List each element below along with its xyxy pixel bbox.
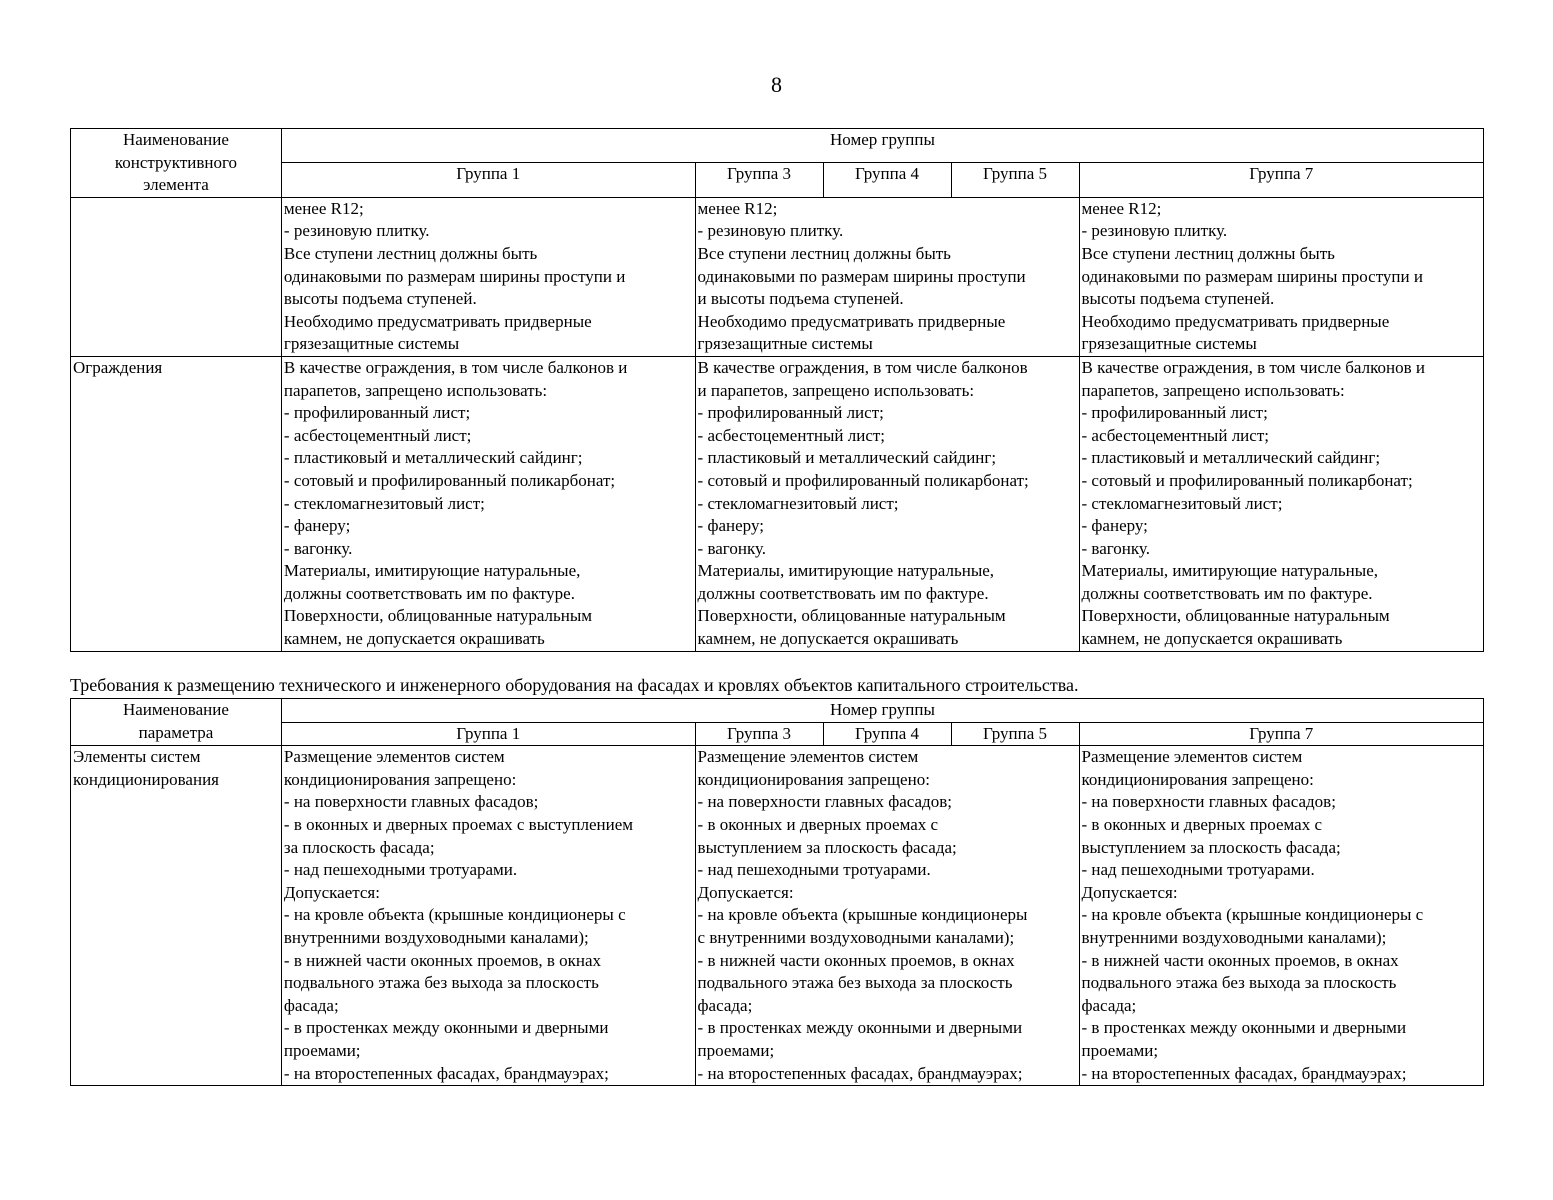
column-header-name: Наименование конструктивного элемента (71, 129, 282, 198)
cell-text-line: В качестве ограждения, в том числе балконов и (1081, 357, 1425, 377)
table-header-row (71, 699, 1484, 723)
cell-text-line: кондиционирования (73, 769, 219, 789)
group-7-cell (1079, 746, 1484, 1086)
cell-text-line: - фанеру; (1081, 516, 1148, 536)
cell-text-line: за плоскость фасада; (283, 837, 435, 857)
cell-text-line: высоты подъема ступеней. (1081, 289, 1275, 309)
cell-text-line: - вагонку. (1081, 538, 1150, 558)
column-header-group-4: Группа 4 (823, 722, 951, 746)
cell-text-line: выступлением за плоскость фасада; (697, 837, 957, 857)
cell-text-line: проемами; (697, 1040, 775, 1060)
cell-text-line: Поверхности, облицованные натуральным (697, 606, 1006, 626)
cell-text-line: - на кровле объекта (крышные кондиционеры (697, 905, 1028, 925)
cell-text-line: Элементы систем (73, 747, 201, 767)
cell-text-line: парапетов, запрещено использовать: (1081, 380, 1345, 400)
cell-text-line: с внутренними воздуховодными каналами); (697, 927, 1015, 947)
cell-text-line: - сотовый и профилированный поликарбонат; (1081, 470, 1413, 490)
cell-text-line: парапетов, запрещено использовать: (283, 380, 548, 400)
cell-text-line: - над пешеходными тротуарами. (1081, 860, 1315, 880)
cell-text-line: Поверхности, облицованные натуральным (1081, 606, 1390, 626)
cell-text-line: Материалы, имитирующие натуральные, (283, 561, 581, 581)
cell-text-line: фасада; (1081, 995, 1137, 1015)
cell-text-line: грязезащитные системы (1081, 334, 1257, 354)
cell-text-line: - на поверхности главных фасадов; (283, 792, 539, 812)
cell-text-line: - вагонку. (283, 538, 353, 558)
cell-text-line: - на поверхности главных фасадов; (1081, 792, 1336, 812)
cell-text-line: - на кровле объекта (крышные кондиционеры с (283, 905, 626, 925)
column-header-name: Наименование параметра (71, 699, 282, 746)
cell-text-line: - в нижней части оконных проемов, в окнах (283, 950, 602, 970)
cell-text-line: - асбестоцементный лист; (283, 425, 472, 445)
cell-text-line: - над пешеходными тротуарами. (697, 860, 931, 880)
cell-text-line: кондиционирования запрещено: (1081, 769, 1314, 789)
cell-text-line: внутренними воздуховодными каналами); (283, 927, 589, 947)
section-heading: Требования к размещению технического и инженерного оборудования на фасадах и кровлях объектов капитального строительства. (70, 675, 1079, 695)
cell-text-line: - на поверхности главных фасадов; (697, 792, 952, 812)
cell-text-line: - резиновую плитку. (283, 221, 430, 241)
column-header-group-number: Номер группы (281, 129, 1483, 163)
cell-text-line: камнем, не допускается окрашивать (283, 629, 545, 649)
cell-text-line: - пластиковый и металлический сайдинг; (697, 448, 997, 468)
column-header-group-1: Группа 1 (281, 163, 695, 197)
group-1-cell (281, 197, 695, 356)
cell-text-line: - в нижней части оконных проемов, в окнах (1081, 950, 1399, 970)
cell-text-line: - в простенках между оконными и дверными (1081, 1018, 1407, 1038)
row-name-cell (71, 197, 282, 356)
cell-text-line: - на кровле объекта (крышные кондиционеры с (1081, 905, 1424, 925)
cell-text-line: - стекломагнезитовый лист; (1081, 493, 1283, 513)
column-header-group-5: Группа 5 (951, 163, 1079, 197)
column-header-group-3: Группа 3 (695, 163, 823, 197)
equipment-placement-table (70, 698, 1484, 1086)
cell-text-line: высоты подъема ступеней. (283, 289, 477, 309)
cell-text-line: камнем, не допускается окрашивать (1081, 629, 1343, 649)
cell-text-line: Необходимо предусматривать придверные (283, 311, 592, 331)
cell-text-line: - на второстепенных фасадах, брандмауэрах; (1081, 1063, 1407, 1083)
cell-text-line: - асбестоцементный лист; (1081, 425, 1269, 445)
cell-text-line: Материалы, имитирующие натуральные, (697, 561, 995, 581)
page-number: 8 (771, 72, 782, 97)
cell-text-line: - резиновую плитку. (697, 221, 844, 241)
cell-text-line: - на второстепенных фасадах, брандмауэрах; (697, 1063, 1023, 1083)
cell-text-line: одинаковыми по размерам ширины проступи и (1081, 266, 1423, 286)
cell-text-line: - стекломагнезитовый лист; (283, 493, 485, 513)
cell-text-line: выступлением за плоскость фасада; (1081, 837, 1341, 857)
cell-text-line: должны соответствовать им по фактуре. (1081, 583, 1373, 603)
group-1-cell (281, 356, 695, 651)
cell-text-line: - фанеру; (283, 516, 351, 536)
cell-text-line: грязезащитные системы (283, 334, 460, 354)
cell-text-line: Все ступени лестниц должны быть (1081, 243, 1335, 263)
group-3-5-cell (695, 356, 1079, 651)
cell-text-line: В качестве ограждения, в том числе балконов (697, 357, 1028, 377)
constructive-elements-table (70, 128, 1484, 652)
cell-text-line: менее R12; (283, 198, 364, 218)
cell-text-line: и парапетов, запрещено использовать: (697, 380, 975, 400)
group-3-5-cell (695, 197, 1079, 356)
cell-text-line: внутренними воздуховодными каналами); (1081, 927, 1387, 947)
column-header-group-7: Группа 7 (1079, 163, 1484, 197)
cell-text-line: Размещение элементов систем (1081, 747, 1303, 767)
cell-text-line: - сотовый и профилированный поликарбонат; (283, 470, 616, 490)
table-header-row (71, 129, 1484, 163)
cell-text-line: - в простенках между оконными и дверными (697, 1018, 1023, 1038)
cell-text-line: камнем, не допускается окрашивать (697, 629, 959, 649)
cell-text-line: кондиционирования запрещено: (283, 769, 517, 789)
cell-text-line: Допускается: (283, 882, 380, 902)
cell-text-line: - над пешеходными тротуарами. (283, 860, 518, 880)
cell-text-line: - в нижней части оконных проемов, в окнах (697, 950, 1015, 970)
cell-text-line: Допускается: (697, 882, 794, 902)
cell-text-line: - сотовый и профилированный поликарбонат; (697, 470, 1029, 490)
column-header-group-4: Группа 4 (823, 163, 951, 197)
row-name-cell (71, 746, 282, 1086)
cell-text-line: Все ступени лестниц должны быть (697, 243, 951, 263)
table-subheader-row (71, 163, 1484, 197)
cell-text-line: Материалы, имитирующие натуральные, (1081, 561, 1378, 581)
cell-text-line: проемами; (1081, 1040, 1159, 1060)
cell-text-line: менее R12; (697, 198, 778, 218)
group-7-cell (1079, 356, 1484, 651)
cell-text-line: проемами; (283, 1040, 361, 1060)
cell-text-line: - профилированный лист; (697, 403, 884, 423)
group-3-5-cell (695, 746, 1079, 1086)
cell-text-line: фасада; (283, 995, 339, 1015)
table-row (71, 197, 1484, 356)
group-7-cell (1079, 197, 1484, 356)
column-header-group-5: Группа 5 (951, 722, 1079, 746)
cell-text-line: - стекломагнезитовый лист; (697, 493, 899, 513)
cell-text-line: кондиционирования запрещено: (697, 769, 930, 789)
cell-text-line: фасада; (697, 995, 753, 1015)
cell-text-line: - вагонку. (697, 538, 767, 558)
column-header-group-number: Номер группы (281, 699, 1483, 723)
cell-text-line: Необходимо предусматривать придверные (1081, 311, 1390, 331)
cell-text-line: Необходимо предусматривать придверные (697, 311, 1006, 331)
cell-text-line: менее R12; (1081, 198, 1162, 218)
cell-text-line: подвального этажа без выхода за плоскость (1081, 973, 1397, 993)
cell-text-line: Размещение элементов систем (283, 747, 505, 767)
cell-text-line: должны соответствовать им по фактуре. (697, 583, 989, 603)
column-header-group-1: Группа 1 (281, 722, 695, 746)
cell-text-line: - в оконных и дверных проемах с (1081, 814, 1323, 834)
cell-text-line: подвального этажа без выхода за плоскость (283, 973, 599, 993)
cell-text-line: одинаковыми по размерам ширины проступи (697, 266, 1026, 286)
column-header-group-3: Группа 3 (695, 722, 823, 746)
cell-text-line: - резиновую плитку. (1081, 221, 1228, 241)
cell-text-line: - в оконных и дверных проемах с (697, 814, 939, 834)
cell-text-line: - фанеру; (697, 516, 764, 536)
cell-text-line: подвального этажа без выхода за плоскость (697, 973, 1013, 993)
group-1-cell (281, 746, 695, 1086)
table-subheader-row (71, 722, 1484, 746)
cell-text-line: - на второстепенных фасадах, брандмауэрах; (283, 1063, 609, 1083)
cell-text-line: Поверхности, облицованные натуральным (283, 606, 593, 626)
cell-text-line: Допускается: (1081, 882, 1178, 902)
cell-text-line: - в оконных и дверных проемах с выступлением (283, 814, 634, 834)
table-row (71, 356, 1484, 651)
cell-text-line: Размещение элементов систем (697, 747, 919, 767)
cell-text-line: - пластиковый и металлический сайдинг; (283, 448, 583, 468)
cell-text-line: В качестве ограждения, в том числе балконов и (283, 357, 628, 377)
cell-text-line: - пластиковый и металлический сайдинг; (1081, 448, 1381, 468)
row-name-cell: Ограждения (71, 356, 282, 651)
cell-text-line: - в простенках между оконными и дверными (283, 1018, 609, 1038)
cell-text-line: одинаковыми по размерам ширины проступи и (283, 266, 626, 286)
cell-text-line: Все ступени лестниц должны быть (283, 243, 538, 263)
cell-text-line: - профилированный лист; (283, 403, 471, 423)
column-header-group-7: Группа 7 (1079, 722, 1484, 746)
cell-text-line: и высоты подъема ступеней. (697, 289, 904, 309)
cell-text-line: - асбестоцементный лист; (697, 425, 886, 445)
cell-text-line: - профилированный лист; (1081, 403, 1268, 423)
cell-text-line: должны соответствовать им по фактуре. (283, 583, 575, 603)
table-row (71, 746, 1484, 1086)
cell-text-line: грязезащитные системы (697, 334, 873, 354)
